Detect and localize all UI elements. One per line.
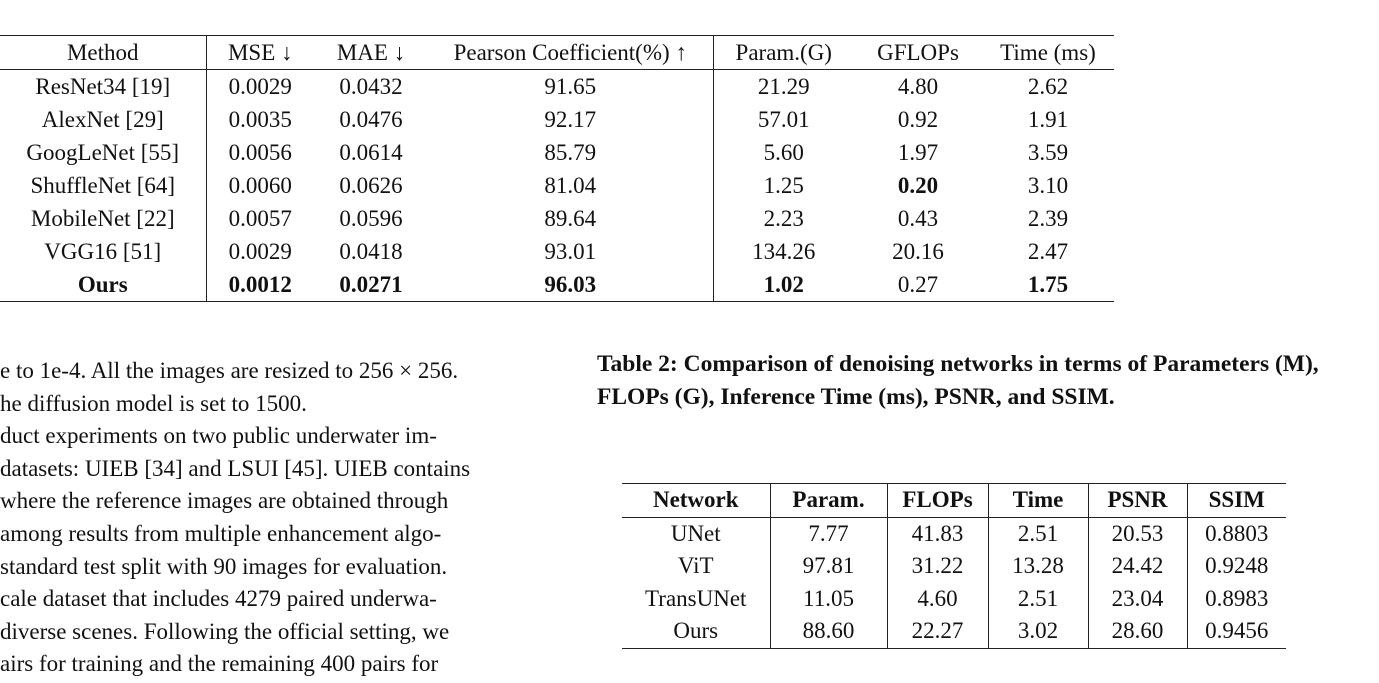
param-cell: 7.77 — [770, 517, 887, 550]
table-1-header-time: Time (ms) — [982, 36, 1114, 70]
mse-cell: 0.0056 — [206, 136, 314, 169]
pearson-cell: 91.65 — [544, 74, 597, 99]
pearson-cell: 93.01 — [544, 239, 597, 264]
network-cell: ViT — [677, 553, 714, 579]
param-cell: 97.81 — [770, 550, 887, 583]
table-row-ours — [0, 268, 1114, 302]
time-cell: 3.02 — [988, 615, 1088, 648]
method-cell: AlexNet [29] — [41, 107, 164, 132]
table-2-header-time: Time — [988, 484, 1088, 518]
body-line: cale dataset that includes 4279 paired underwa- — [0, 586, 437, 612]
param-cell: 134.26 — [713, 235, 854, 268]
body-line: airs for training and the remaining 400 pairs for — [0, 651, 439, 677]
method-cell: Ours — [77, 272, 128, 297]
body-line: standard test split with 90 images for evaluation. — [0, 553, 448, 579]
mse-cell: 0.0057 — [206, 202, 314, 235]
method-cell: ShuffleNet [64] — [30, 173, 176, 198]
table-2-header-network: Network — [622, 484, 770, 518]
table-1-header-row — [0, 36, 1114, 70]
table-row — [622, 550, 1286, 583]
body-paragraph — [0, 355, 540, 683]
param-cell: 21.29 — [713, 70, 854, 104]
time-cell: 13.28 — [988, 550, 1088, 583]
pearson-cell: 81.04 — [544, 173, 597, 198]
param-cell: 11.05 — [770, 583, 887, 616]
table-2-caption: Table 2: Comparison of denoising networks in terms of Parameters (M), FLOPs (G), Inference Time (ms), PSNR, and SSIM. — [597, 351, 1319, 410]
mse-cell: 0.0012 — [206, 268, 314, 302]
table-2-header-flops: FLOPs — [887, 484, 988, 518]
table-2-header-ssim: SSIM — [1187, 484, 1286, 518]
psnr-cell: 20.53 — [1088, 517, 1187, 550]
flops-cell: 31.22 — [887, 550, 988, 583]
gflops-cell-best: 0.20 — [897, 173, 939, 198]
body-line: where the reference images are obtained through — [0, 488, 449, 514]
table-row — [0, 70, 1114, 104]
flops-cell: 22.27 — [887, 615, 988, 648]
time-cell: 1.75 — [1027, 272, 1069, 297]
table-row — [622, 615, 1286, 648]
time-cell: 1.91 — [1027, 107, 1069, 132]
time-cell: 2.47 — [1027, 239, 1069, 264]
mae-cell: 0.0614 — [339, 140, 403, 165]
flops-cell: 4.60 — [887, 583, 988, 616]
gflops-cell: 20.16 — [892, 239, 944, 264]
ssim-cell: 0.9456 — [1187, 615, 1286, 648]
body-line: e to 1e-4. All the images are resized to 256 × 256. — [0, 358, 459, 383]
table-2-header-psnr: PSNR — [1088, 484, 1187, 518]
time-cell: 2.62 — [1027, 74, 1069, 99]
pearson-cell: 92.17 — [544, 107, 597, 132]
mae-cell: 0.0432 — [339, 74, 403, 99]
gflops-cell: 0.92 — [897, 107, 939, 132]
table-1-header-gflops: GFLOPs — [854, 36, 982, 70]
time-cell: 2.39 — [1027, 206, 1069, 231]
pearson-cell: 85.79 — [544, 140, 597, 165]
mae-cell: 0.0418 — [339, 239, 403, 264]
time-cell: 2.51 — [988, 517, 1088, 550]
table-1 — [0, 35, 1114, 302]
table-1-header-method: Method — [0, 36, 206, 70]
time-cell: 3.59 — [1027, 140, 1069, 165]
param-cell: 1.02 — [713, 268, 854, 302]
method-cell: MobileNet [22] — [30, 206, 175, 231]
table-1-header-param: Param.(G) — [713, 36, 854, 70]
psnr-cell: 28.60 — [1088, 615, 1187, 648]
mae-cell: 0.0476 — [339, 107, 403, 132]
body-line: he diffusion model is set to 1500. — [0, 390, 307, 416]
body-line: diverse scenes. Following the official setting, we — [0, 618, 450, 644]
gflops-cell: 4.80 — [897, 74, 939, 99]
table-row — [0, 235, 1114, 268]
param-cell: 1.25 — [713, 169, 854, 202]
table-1-header-mse: MSE ↓ — [206, 36, 314, 70]
psnr-cell: 24.42 — [1088, 550, 1187, 583]
table-row — [622, 517, 1286, 550]
param-cell: 2.23 — [713, 202, 854, 235]
table-1-header-pearson: Pearson Coefficient(%) ↑ — [428, 36, 713, 70]
network-cell: Ours — [673, 618, 719, 644]
body-line: datasets: UIEB [34] and LSUI [45]. UIEB contains — [0, 455, 471, 481]
table-row — [0, 202, 1114, 235]
time-cell: 3.10 — [1027, 173, 1069, 198]
table-1-header-mae: MAE ↓ — [314, 36, 428, 70]
mae-cell: 0.0626 — [339, 173, 403, 198]
pearson-cell: 89.64 — [544, 206, 597, 231]
method-cell: VGG16 [51] — [44, 239, 162, 264]
mse-cell: 0.0029 — [206, 235, 314, 268]
mae-cell: 0.0596 — [339, 206, 403, 231]
network-cell: UNet — [670, 520, 721, 546]
flops-cell: 41.83 — [887, 517, 988, 550]
method-cell: GoogLeNet [55] — [26, 140, 180, 165]
table-row — [0, 169, 1114, 202]
mse-cell: 0.0060 — [206, 169, 314, 202]
network-cell: TransUNet — [645, 585, 747, 611]
method-cell: ResNet34 [19] — [35, 74, 171, 99]
table-2-header-row — [622, 484, 1286, 518]
psnr-cell: 23.04 — [1088, 583, 1187, 616]
table-2 — [622, 483, 1286, 649]
body-line: among results from multiple enhancement algo- — [0, 520, 442, 546]
ssim-cell: 0.8983 — [1187, 583, 1286, 616]
mae-cell: 0.0271 — [339, 272, 403, 297]
body-line: duct experiments on two public underwater im- — [0, 423, 437, 449]
param-cell: 88.60 — [770, 615, 887, 648]
mse-cell: 0.0035 — [206, 103, 314, 136]
gflops-cell: 0.27 — [897, 272, 939, 297]
table-row — [0, 136, 1114, 169]
param-cell: 57.01 — [713, 103, 854, 136]
ssim-cell: 0.8803 — [1187, 517, 1286, 550]
time-cell: 2.51 — [988, 583, 1088, 616]
table-row — [622, 583, 1286, 616]
mse-cell: 0.0029 — [206, 70, 314, 104]
table-row — [0, 103, 1114, 136]
gflops-cell: 1.97 — [897, 140, 939, 165]
pearson-cell: 96.03 — [544, 272, 597, 297]
param-cell: 5.60 — [713, 136, 854, 169]
table-2-header-param: Param. — [770, 484, 887, 518]
gflops-cell: 0.43 — [897, 206, 939, 231]
ssim-cell: 0.9248 — [1187, 550, 1286, 583]
